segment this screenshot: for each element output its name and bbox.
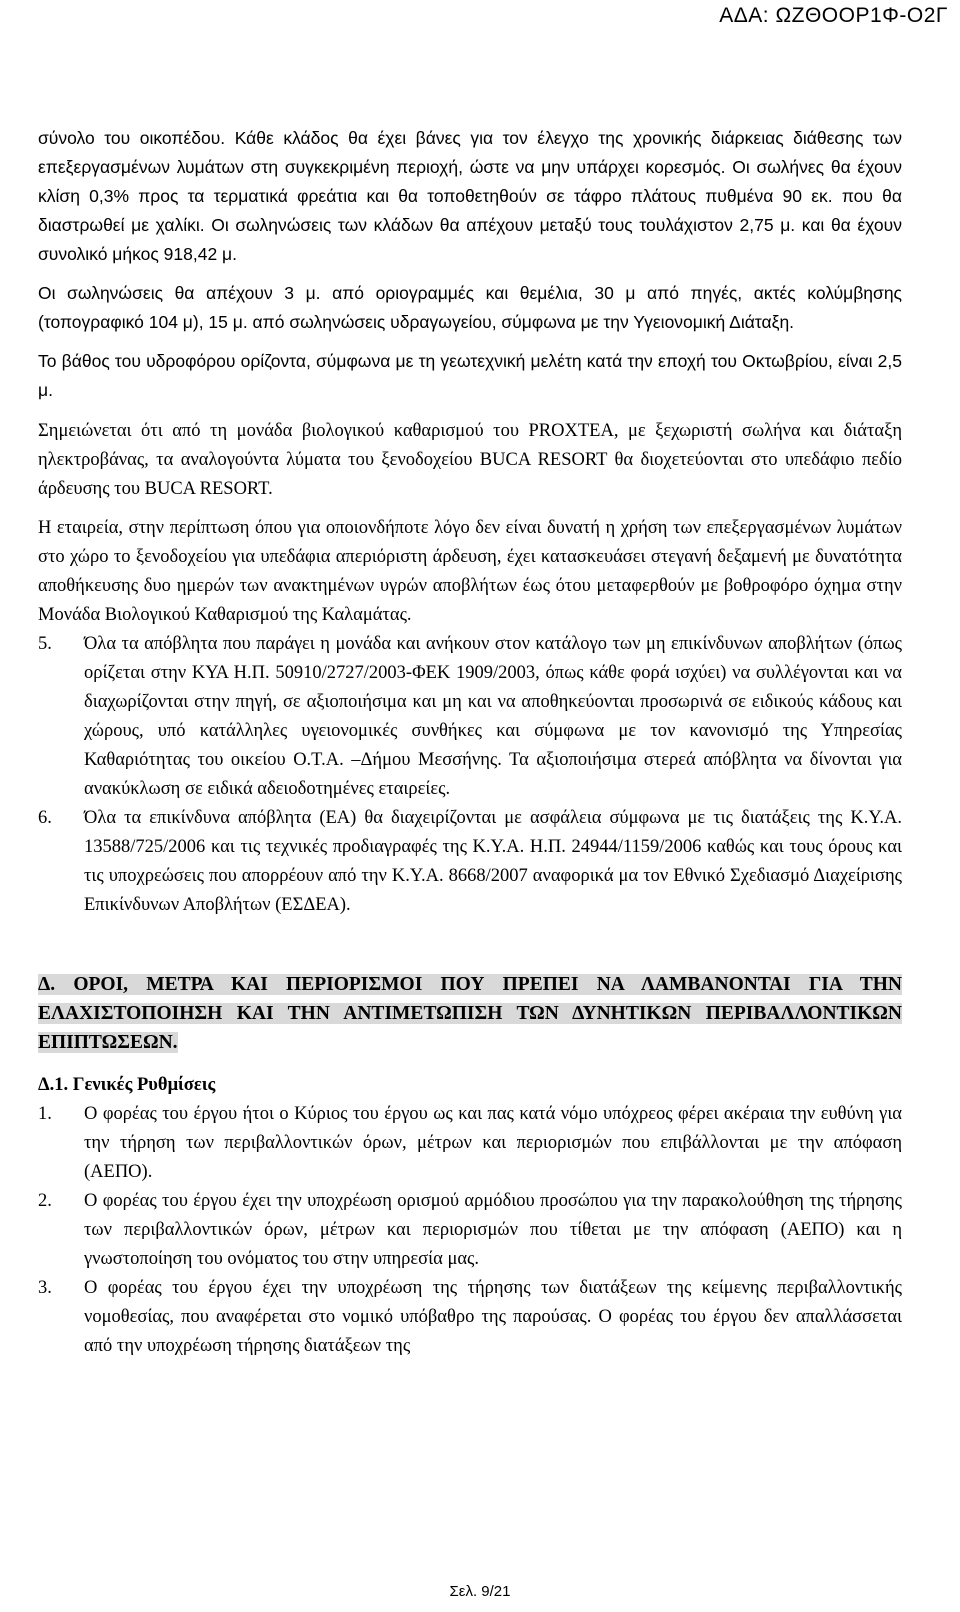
- paragraph-groundwater: Το βάθος του υδροφόρου ορίζοντα, σύμφωνα με τη γεωτεχνική μελέτη κατά την εποχή του Οκτωβρίου, είναι 2,5 μ.: [38, 351, 902, 400]
- list-item-number: 2.: [38, 1191, 52, 1211]
- paragraph-storage-tank: Η εταιρεία, στην περίπτωση όπου για οποιονδήποτε λόγο δεν είναι δυνατή η χρήση των επεξεργασμένων λυμάτων στο χώρο το ξενοδοχείου για υπεδάφια απεριόριστη άρδευση, έχει κατασκευάσει στεγανή δεξαμενή με δυνατότητα αποθήκευσης δυο ημερών των ανακτημένων υγρών αποβλήτων έως ότου μεταφερθούν με βοθροφόρο όχημα στην Μονάδα Βιολογικού Καθαρισμού της Καλαμάτας.: [38, 518, 902, 625]
- list-item-number: 6.: [38, 808, 52, 828]
- list-item-number: 1.: [38, 1104, 52, 1124]
- list-item-text: Όλα τα επικίνδυνα απόβλητα (ΕΑ) θα διαχειρίζονται με ασφάλεια σύμφωνα με τις διατάξεις της Κ.Υ.Α. 13588/725/2006 και τις τεχνικές προδιαγραφές της Κ.Υ.Α. Η.Π. 24944/1159/2006 καθώς και τους όρους και τις υποχρεώσεις που απορρέουν από την Κ.Υ.Α. 8668/2007 αναφορικά μα τον Εθνικό Σχεδιασμό Διαχείρισης Επικίνδυνων Αποβλήτων (ΕΣΔΕΑ).: [84, 808, 902, 915]
- general-provisions-list: [38, 1100, 902, 1361]
- page-number: Σελ. 9/21: [449, 1583, 511, 1600]
- list-item-number: 5.: [38, 634, 52, 654]
- list-item-text: Όλα τα απόβλητα που παράγει η μονάδα και ανήκουν στον κατάλογο των μη επικίνδυνων αποβλήτων (όπως ορίζεται στην ΚΥΑ Η.Π. 50910/2727/2003-ΦΕΚ 1909/2003, όπως κάθε φορά ισχύει) να συλλέγονται και να διαχωρίζονται στην πηγή, σε αξιοποιήσιμα και μη και να αποθηκεύονται προσωρινά σε ειδικούς κάδους και χώρους, υπό κατάλληλες υγειονομικές συνθήκες και σύμφωνα με τον κανονισμό της Υπηρεσίας Καθαριότητας του οικείου Ο.Τ.Α. –Δήμου Μεσσήνης. Τα αξιοποιήσιμα στερεά απόβλητα να δίνονται για ανακύκλωση σε ειδικά αδειοδοτημένες εταιρείες.: [84, 634, 902, 799]
- waste-list: [38, 630, 902, 920]
- document-body: [38, 124, 902, 1361]
- list-item: [38, 1100, 902, 1187]
- section-heading: [38, 970, 902, 1057]
- list-item-text: Ο φορέας του έργου έχει την υποχρέωση της τήρησης των διατάξεων της κείμενης περιβαλλοντικής νομοθεσίας, που αναφέρεται στο νομικό υπόβαθρο της παρούσας. Ο φορέας του έργου δεν απαλλάσσεται από την υποχρέωση τήρησης διατάξεων της: [84, 1278, 902, 1356]
- section-heading-text: Δ. ΟΡΟΙ, ΜΕΤΡΑ ΚΑΙ ΠΕΡΙΟΡΙΣΜΟΙ ΠΟΥ ΠΡΕΠΕΙ ΝΑ ΛΑΜΒΑΝΟΝΤΑΙ ΓΙΑ ΤΗΝ ΕΛΑΧΙΣΤΟΠΟΙΗΣΗ ΚΑΙ ΤΗΝ ΑΝΤΙΜΕΤΩΠΙΣΗ ΤΩΝ ΔΥΝΗΤΙΚΩΝ ΠΕΡΙΒΑΛΛΟΝΤΙΚΩΝ ΕΠΙΠΤΩΣΕΩΝ.: [38, 974, 902, 1053]
- paragraph-buca-resort: Σημειώνεται ότι από τη μονάδα βιολογικού καθαρισμού του PROXTEA, με ξεχωριστή σωλήνα και διάταξη ηλεκτροβάνας, τα αναλογούντα λύματα του ξενοδοχείου BUCA RESORT θα διοχετεύονται στο υπεδάφιο πεδίο άρδευσης του BUCA RESORT.: [38, 421, 902, 499]
- ada-code: ΑΔΑ: ΩΖΘΟΟΡ1Φ-Ο2Γ: [719, 4, 948, 27]
- paragraph-drainage: σύνολο του οικοπέδου. Κάθε κλάδος θα έχει βάνες για τον έλεγχο της χρονικής διάρκειας διάθεσης των επεξεργασμένων λυμάτων στη συγκεκριμένη περιοχή, ώστε να μην υπάρχει κορεσμός. Οι σωλήνες θα έχουν κλίση 0,3% προς τα τερματικά φρεάτια και θα τοποθετηθούν σε τάφρο πλάτους πυθμένα 90 εκ. που θα διαστρωθεί με χαλίκι. Οι σωληνώσεις των κλάδων θα απέχουν μεταξύ τους τουλάχιστον 2,75 μ. και θα έχουν συνολικό μήκος 918,42 μ.: [38, 128, 902, 264]
- list-item-text: Ο φορέας του έργου έχει την υποχρέωση ορισμού αρμόδιου προσώπου για την παρακολούθηση της τήρησης των περιβαλλοντικών όρων, μέτρων και περιορισμών που τίθεται με την απόφαση (ΑΕΠΟ) και η γνωστοποίηση του ονόματος του στην υπηρεσία μας.: [84, 1191, 902, 1269]
- list-item-text: Ο φορέας του έργου ήτοι ο Κύριος του έργου ως και πας κατά νόμο υπόχρεος φέρει ακέραια την ευθύνη για την τήρηση των περιβαλλοντικών όρων, μέτρων και περιορισμών που επιβάλλονται με την απόφαση (ΑΕΠΟ).: [84, 1104, 902, 1182]
- list-item: [38, 804, 902, 920]
- list-item: [38, 1274, 902, 1361]
- list-item-number: 3.: [38, 1278, 52, 1298]
- list-item: [38, 630, 902, 804]
- subsection-heading: Δ.1. Γενικές Ρυθμίσεις: [38, 1075, 216, 1095]
- paragraph-distances: Οι σωληνώσεις θα απέχουν 3 μ. από οριογραμμές και θεμέλια, 30 μ από πηγές, ακτές κολύμβησης (τοπογραφικό 104 μ), 15 μ. από σωληνώσεις υδραγωγείου, σύμφωνα με την Υγειονομική Διάταξη.: [38, 283, 902, 332]
- list-item: [38, 1187, 902, 1274]
